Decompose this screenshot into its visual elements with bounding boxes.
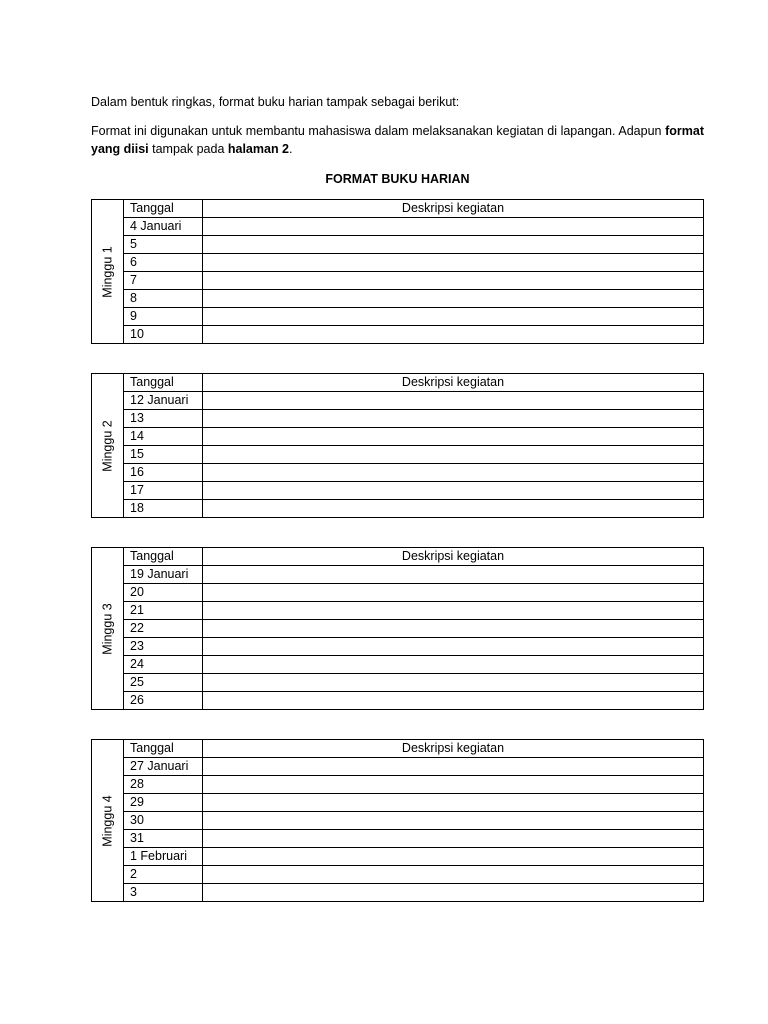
date-column-header: Tanggal bbox=[124, 740, 203, 758]
description-cell[interactable] bbox=[203, 830, 704, 848]
week-3-table bbox=[91, 547, 704, 710]
description-cell[interactable] bbox=[203, 464, 704, 482]
table-row bbox=[92, 584, 704, 602]
date-cell: 15 bbox=[124, 446, 203, 464]
date-cell: 31 bbox=[124, 830, 203, 848]
description-cell[interactable] bbox=[203, 254, 704, 272]
description-cell[interactable] bbox=[203, 602, 704, 620]
week-table bbox=[91, 739, 704, 902]
date-column-header: Tanggal bbox=[124, 200, 203, 218]
description-cell[interactable] bbox=[203, 812, 704, 830]
description-cell[interactable] bbox=[203, 776, 704, 794]
table-row bbox=[92, 254, 704, 272]
table-row bbox=[92, 464, 704, 482]
week-table bbox=[91, 547, 704, 710]
document-title: FORMAT BUKU HARIAN bbox=[325, 172, 470, 186]
week-label: Minggu 1 bbox=[100, 245, 114, 298]
week-label-cell bbox=[92, 548, 124, 710]
date-cell: 17 bbox=[124, 482, 203, 500]
date-cell: 24 bbox=[124, 656, 203, 674]
format-paragraph bbox=[91, 122, 704, 158]
table-row bbox=[92, 638, 704, 656]
week-table bbox=[91, 199, 704, 344]
description-cell[interactable] bbox=[203, 584, 704, 602]
format-bold-2: halaman 2 bbox=[227, 142, 290, 156]
description-cell[interactable] bbox=[203, 392, 704, 410]
description-cell[interactable] bbox=[203, 428, 704, 446]
table-header-row bbox=[92, 374, 704, 392]
table-row bbox=[92, 758, 704, 776]
format-text-2: tampak pada bbox=[148, 142, 228, 156]
date-cell: 22 bbox=[124, 620, 203, 638]
date-cell: 9 bbox=[124, 308, 203, 326]
table-row bbox=[92, 812, 704, 830]
date-cell: 12 Januari bbox=[124, 392, 203, 410]
table-row bbox=[92, 620, 704, 638]
table-row bbox=[92, 218, 704, 236]
date-column-header: Tanggal bbox=[124, 374, 203, 392]
description-cell[interactable] bbox=[203, 848, 704, 866]
table-header-row bbox=[92, 200, 704, 218]
table-row bbox=[92, 830, 704, 848]
table-row bbox=[92, 428, 704, 446]
description-column-header: Deskripsi kegiatan bbox=[203, 740, 704, 758]
description-cell[interactable] bbox=[203, 272, 704, 290]
table-row bbox=[92, 446, 704, 464]
table-row bbox=[92, 602, 704, 620]
date-cell: 4 Januari bbox=[124, 218, 203, 236]
week-label-cell bbox=[92, 374, 124, 518]
week-label: Minggu 4 bbox=[100, 794, 114, 847]
week-label: Minggu 2 bbox=[100, 419, 114, 472]
description-cell[interactable] bbox=[203, 446, 704, 464]
date-cell: 26 bbox=[124, 692, 203, 710]
description-cell[interactable] bbox=[203, 674, 704, 692]
description-cell[interactable] bbox=[203, 620, 704, 638]
table-header-row bbox=[92, 548, 704, 566]
description-cell[interactable] bbox=[203, 884, 704, 902]
date-cell: 29 bbox=[124, 794, 203, 812]
table-row bbox=[92, 308, 704, 326]
table-row bbox=[92, 566, 704, 584]
table-row bbox=[92, 866, 704, 884]
week-label: Minggu 3 bbox=[100, 602, 114, 655]
week-4-table bbox=[91, 739, 704, 902]
description-cell[interactable] bbox=[203, 308, 704, 326]
date-cell: 16 bbox=[124, 464, 203, 482]
table-row bbox=[92, 794, 704, 812]
description-column-header: Deskripsi kegiatan bbox=[203, 200, 704, 218]
table-row bbox=[92, 326, 704, 344]
table-row bbox=[92, 236, 704, 254]
week-table bbox=[91, 373, 704, 518]
week-label-cell bbox=[92, 200, 124, 344]
date-column-header: Tanggal bbox=[124, 548, 203, 566]
table-row bbox=[92, 482, 704, 500]
format-text-1: Format ini digunakan untuk membantu mahasiswa dalam melaksanakan kegiatan di lapangan. Adapun bbox=[91, 124, 666, 138]
table-row bbox=[92, 272, 704, 290]
description-cell[interactable] bbox=[203, 692, 704, 710]
date-cell: 21 bbox=[124, 602, 203, 620]
table-row bbox=[92, 656, 704, 674]
description-cell[interactable] bbox=[203, 566, 704, 584]
date-cell: 1 Februari bbox=[124, 848, 203, 866]
date-cell: 20 bbox=[124, 584, 203, 602]
format-text-3: . bbox=[289, 142, 293, 156]
table-row bbox=[92, 500, 704, 518]
date-cell: 19 Januari bbox=[124, 566, 203, 584]
table-row bbox=[92, 290, 704, 308]
date-cell: 27 Januari bbox=[124, 758, 203, 776]
table-row bbox=[92, 692, 704, 710]
date-cell: 5 bbox=[124, 236, 203, 254]
description-column-header: Deskripsi kegiatan bbox=[203, 374, 704, 392]
date-cell: 28 bbox=[124, 776, 203, 794]
table-row bbox=[92, 776, 704, 794]
table-row bbox=[92, 392, 704, 410]
week-1-table bbox=[91, 199, 704, 344]
date-cell: 6 bbox=[124, 254, 203, 272]
date-cell: 30 bbox=[124, 812, 203, 830]
intro-paragraph: Dalam bentuk ringkas, format buku harian tampak sebagai berikut: bbox=[91, 95, 460, 109]
date-cell: 13 bbox=[124, 410, 203, 428]
week-2-table bbox=[91, 373, 704, 518]
description-cell[interactable] bbox=[203, 290, 704, 308]
description-cell[interactable] bbox=[203, 758, 704, 776]
date-cell: 23 bbox=[124, 638, 203, 656]
date-cell: 8 bbox=[124, 290, 203, 308]
table-row bbox=[92, 410, 704, 428]
date-cell: 18 bbox=[124, 500, 203, 518]
table-row bbox=[92, 674, 704, 692]
description-cell[interactable] bbox=[203, 866, 704, 884]
date-cell: 25 bbox=[124, 674, 203, 692]
format-bold-1: format yang diisi bbox=[91, 124, 704, 156]
description-cell[interactable] bbox=[203, 410, 704, 428]
description-cell[interactable] bbox=[203, 656, 704, 674]
description-column-header: Deskripsi kegiatan bbox=[203, 548, 704, 566]
description-cell[interactable] bbox=[203, 482, 704, 500]
table-row bbox=[92, 848, 704, 866]
description-cell[interactable] bbox=[203, 218, 704, 236]
date-cell: 3 bbox=[124, 884, 203, 902]
description-cell[interactable] bbox=[203, 638, 704, 656]
description-cell[interactable] bbox=[203, 794, 704, 812]
date-cell: 10 bbox=[124, 326, 203, 344]
table-row bbox=[92, 884, 704, 902]
description-cell[interactable] bbox=[203, 500, 704, 518]
date-cell: 2 bbox=[124, 866, 203, 884]
description-cell[interactable] bbox=[203, 236, 704, 254]
table-header-row bbox=[92, 740, 704, 758]
date-cell: 14 bbox=[124, 428, 203, 446]
description-cell[interactable] bbox=[203, 326, 704, 344]
date-cell: 7 bbox=[124, 272, 203, 290]
week-label-cell bbox=[92, 740, 124, 902]
